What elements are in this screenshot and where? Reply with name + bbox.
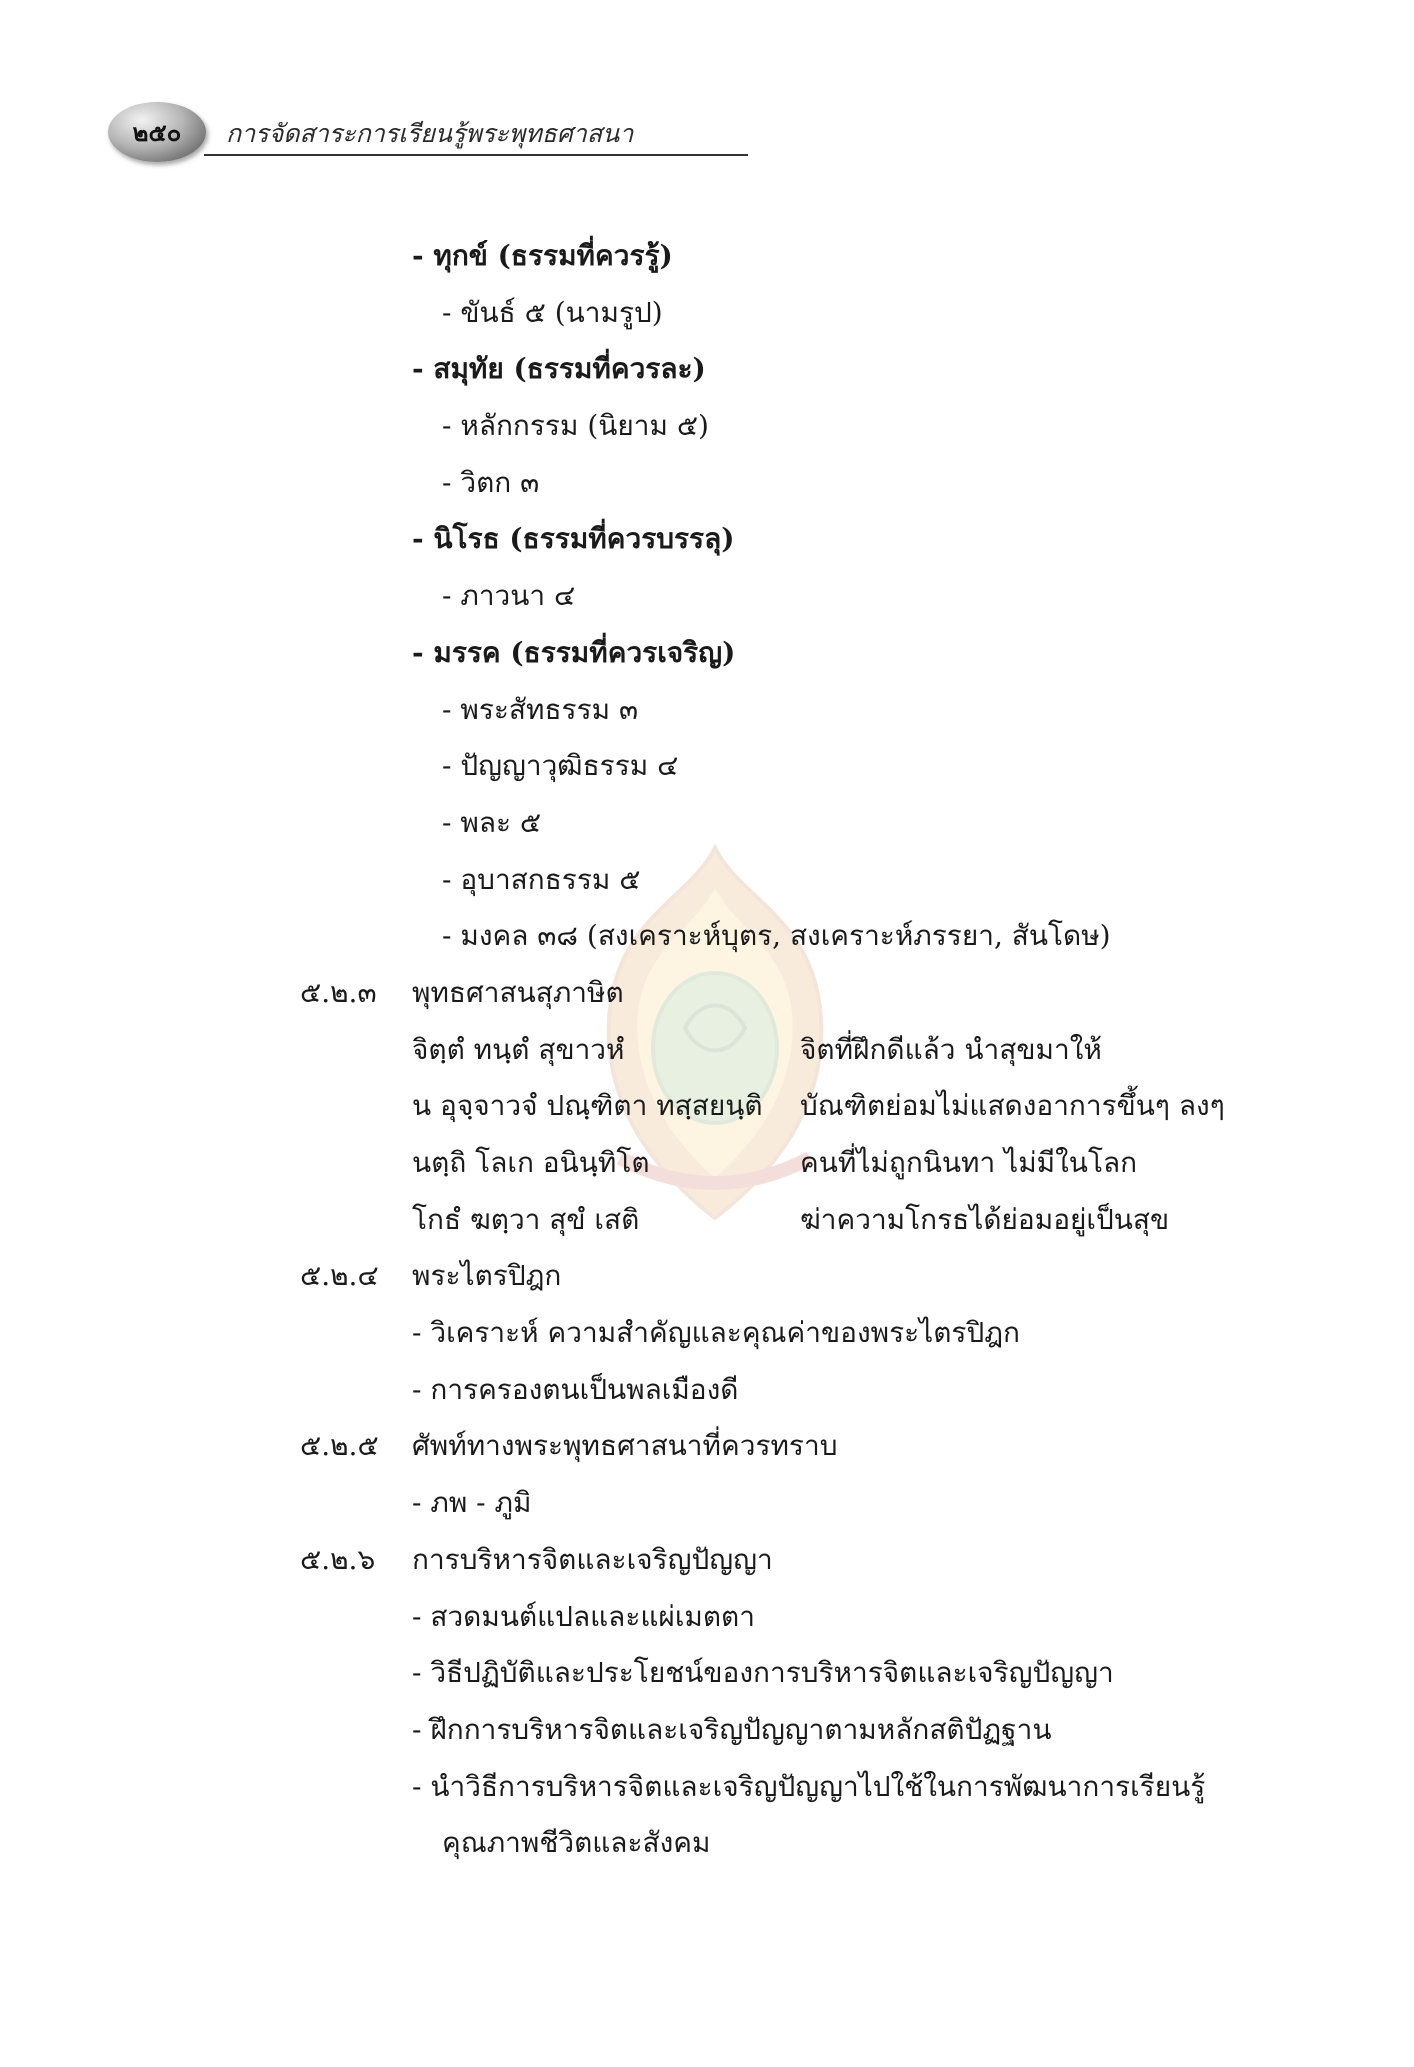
section-title: พุทธศาสนสุภาษิต [412,975,624,1009]
verse-translation: บัณฑิตย่อมไม่แสดงอาการขึ้นๆ ลงๆ [800,1089,1225,1123]
outline-line: - อุบาสกธรรม ๕ [442,862,641,896]
section-title: พระไตรปิฎก [412,1259,562,1293]
list-item: - สวดมนต์แปลและแผ่เมตตา [412,1599,755,1633]
section-title: ศัพท์ทางพระพุทธศาสนาที่ควรทราบ [412,1429,838,1463]
outline-line: - พระสัทธรรม ๓ [442,692,639,726]
list-item: - นำวิธีการบริหารจิตและเจริญปัญญาไปใช้ในการพัฒนาการเรียนรู้ [412,1769,1206,1803]
outline-line: - หลักกรรม (นิยาม ๕) [442,409,709,443]
section-number: ๕.๒.๔ [300,1259,379,1293]
header-rule [204,154,748,156]
verse-row [0,1022,1414,1079]
verse-translation: คนที่ไม่ถูกนินทา ไม่มีในโลก [800,1146,1138,1179]
outline-line: - ปัญญาวุฒิธรรม ๔ [442,749,679,783]
section-number: ๕.๒.๖ [300,1542,376,1576]
page-header [108,96,648,176]
outline-line: - ทุกข์ (ธรรมที่ควรรู้) [412,239,673,272]
section-heading [0,1418,1414,1475]
outline-line: - สมุทัย (ธรรมที่ควรละ) [412,352,706,386]
section-number: ๕.๒.๓ [300,975,377,1009]
list-item: - ภพ - ภูมิ [412,1486,532,1520]
section-heading [0,1248,1414,1305]
verse-row [0,1078,1414,1135]
outline-line: - มรรค (ธรรมที่ควรเจริญ) [412,635,736,669]
list-item: - วิธีปฏิบัติและประโยชน์ของการบริหารจิตและเจริญปัญญา [412,1656,1114,1690]
verse-translation: จิตที่ฝึกดีแล้ว นำสุขมาให้ [800,1032,1102,1066]
verse-pali: โกธํ ฆตฺวา สุขํ เสติ [412,1202,640,1236]
verse-pali: น อุจฺจาวจํ ปณฺฑิตา ทสฺสยนฺติ [412,1089,763,1123]
section-title: การบริหารจิตและเจริญปัญญา [412,1542,773,1576]
outline-line: - ภาวนา ๔ [442,579,576,613]
verse-pali: นตฺถิ โลเก อนินฺทิโต [412,1146,650,1179]
section-heading [0,1532,1414,1589]
list-item: - การครองตนเป็นพลเมืองดี [412,1372,739,1406]
outline-line: - พละ ๕ [442,805,542,839]
document-body [0,228,1414,1872]
outline-line: - มงคล ๓๘ (สงเคราะห์บุตร, สงเคราะห์ภรรยา, สันโดษ) [442,919,1111,953]
list-item: - ฝึกการบริหารจิตและเจริญปัญญาตามหลักสติปัฏฐาน [412,1712,1052,1746]
verse-row [0,1192,1414,1249]
verse-row [0,1135,1414,1192]
page-number-badge: ๒๕๐ [108,102,206,162]
running-header-title: การจัดสาระการเรียนรู้พระพุทธศาสนา [226,119,634,148]
verse-pali: จิตฺตํ ทนฺตํ สุขาวหํ [412,1032,625,1066]
outline-line: - ขันธ์ ๕ (นามรูป) [442,295,663,329]
section-number: ๕.๒.๕ [300,1429,379,1463]
verse-translation: ฆ่าความโกรธได้ย่อมอยู่เป็นสุข [800,1202,1170,1236]
list-item: - วิเคราะห์ ความสำคัญและคุณค่าของพระไตรปิฎก [412,1316,1020,1350]
section-heading [0,965,1414,1022]
outline-line: - วิตก ๓ [442,465,540,499]
outline-line: - นิโรธ (ธรรมที่ควรบรรลุ) [412,522,735,556]
list-item-continuation: คุณภาพชีวิตและสังคม [442,1826,711,1860]
